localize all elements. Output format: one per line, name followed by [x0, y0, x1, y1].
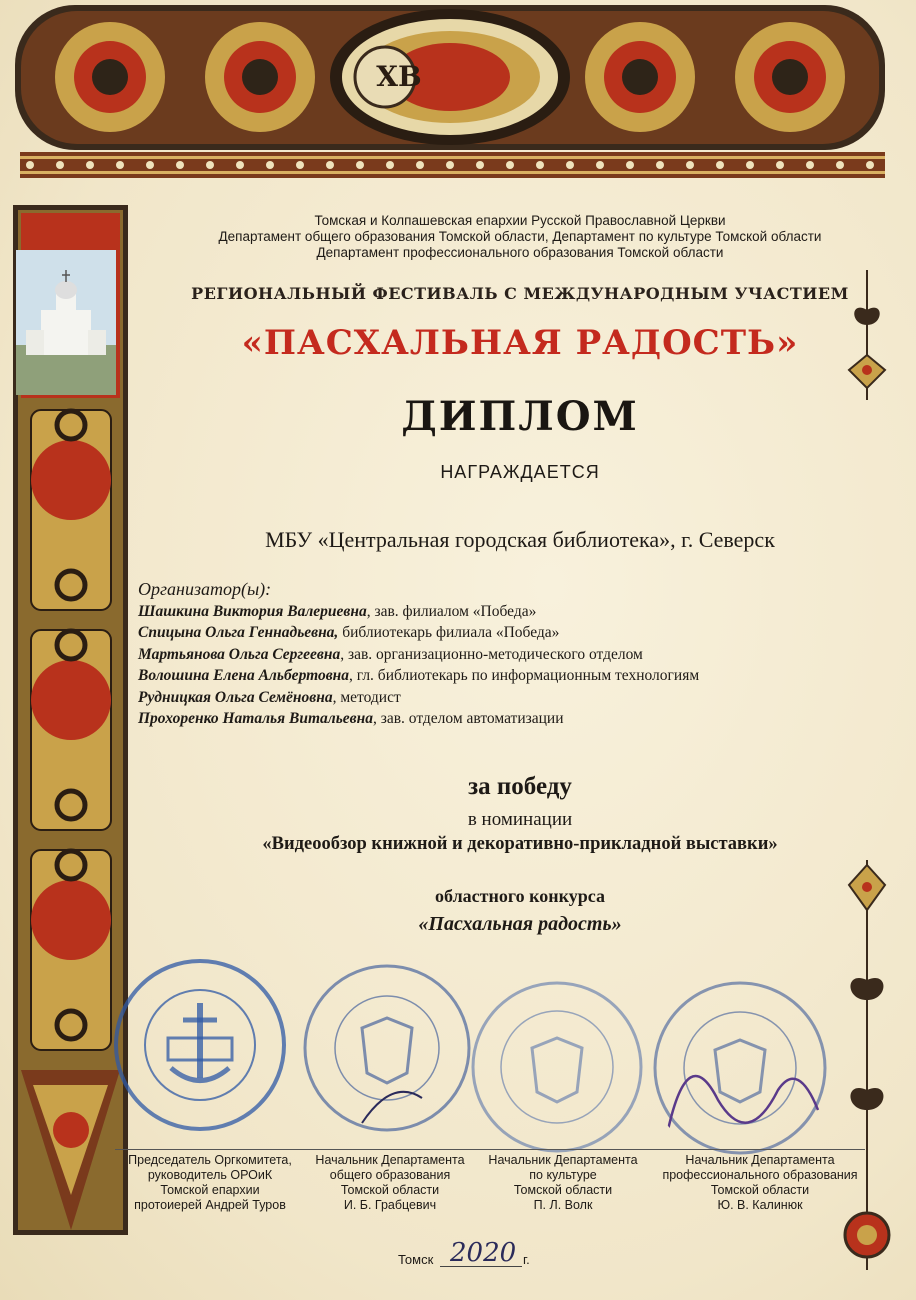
- organizer-name: Прохоренко Наталья Витальевна: [138, 710, 373, 727]
- organizer-role: библиотекарь филиала «Победа»: [338, 624, 560, 641]
- issuer-line: Департамент общего образования Томской области, Департамент по культуре Томской области: [218, 229, 822, 244]
- awarded-label: НАГРАЖДАЕТСЯ: [440, 462, 600, 482]
- organizer-item: [138, 687, 858, 709]
- organizer-name: Рудницкая Ольга Семёновна: [138, 688, 333, 706]
- signature-block: [468, 1153, 658, 1213]
- organizer-item: [138, 622, 858, 644]
- organizer-name: Спицына Ольга Геннадьевна,: [138, 624, 339, 641]
- stamp-professional-education-department: [648, 980, 833, 1160]
- organizer-role: , методист: [332, 688, 401, 706]
- issuer-line: Томская и Колпашевская епархии Русской Православной Церкви: [314, 213, 726, 228]
- stamp-education-department: [302, 958, 472, 1138]
- signature-line-text: Томской области: [710, 1183, 810, 1197]
- issuer-line: Департамент профессионального образования Томской области: [316, 245, 724, 260]
- monogram: ХВ: [376, 60, 422, 93]
- signature-line: [468, 1149, 658, 1150]
- signature-line-text: Начальник Департамента: [315, 1153, 465, 1167]
- organizer-item: [138, 601, 858, 623]
- stamp-culture-department: [470, 980, 645, 1155]
- signatory-name: П. Л. Волк: [533, 1198, 593, 1212]
- handwritten-year: 2020: [450, 1238, 517, 1268]
- signature-line-text: по культуре: [529, 1168, 597, 1182]
- organizer-name: Мартьянова Ольга Сергеевна: [138, 645, 341, 663]
- recipient-name: МБУ «Центральная городская библиотека», г. Северск: [265, 527, 775, 552]
- signature-line: [655, 1149, 865, 1150]
- diploma-heading: ДИПЛОМ: [401, 393, 639, 440]
- top-ornament-banner: [15, 5, 885, 150]
- festival-title: «ПАСХАЛЬНАЯ РАДОСТЬ»: [241, 323, 799, 363]
- year-suffix: г.: [523, 1252, 530, 1267]
- organizers-list: [138, 579, 858, 730]
- organizer-item: [138, 644, 858, 666]
- organizer-name: Шашкина Виктория Валериевна: [138, 602, 367, 620]
- signature-line-text: Томской епархии: [160, 1183, 260, 1197]
- year-underline: [440, 1266, 522, 1267]
- signature-line-text: Начальник Департамента: [488, 1153, 638, 1167]
- contest-name: «Пасхальная радость»: [418, 913, 622, 935]
- issuer-header: [150, 213, 890, 261]
- organizers-label: Организатор(ы):: [138, 579, 272, 599]
- signature-line-text: руководитель ОРОиК: [147, 1168, 273, 1182]
- organizer-role: , зав. филиалом «Победа»: [366, 602, 537, 620]
- signatory-name: Ю. В. Калинюк: [717, 1198, 803, 1212]
- organizer-item: [138, 665, 858, 687]
- award-reason: за победу: [468, 773, 572, 800]
- signature-block: [295, 1153, 485, 1213]
- signatory-name: И. Б. Грабцевич: [343, 1198, 437, 1212]
- contest-label: областного конкурса: [435, 886, 605, 906]
- signature-block: [655, 1153, 865, 1213]
- nomination-label: в номинации: [467, 809, 573, 830]
- organizer-role: , зав. организационно-методического отделом: [340, 645, 643, 663]
- organizer-name: Волошина Елена Альбертовна: [138, 667, 349, 684]
- organizer-role: , зав. отделом автоматизации: [372, 710, 564, 727]
- signature-line-text: Томской области: [340, 1183, 440, 1197]
- signature-line-text: профессионального образования: [662, 1168, 858, 1182]
- signature-line-text: Томской области: [513, 1183, 613, 1197]
- signature-line: [115, 1149, 305, 1150]
- signature-block: [115, 1153, 305, 1213]
- stamp-eparchy: [113, 958, 288, 1133]
- signature-line-text: Председатель Оргкомитета,: [128, 1153, 292, 1167]
- signature-line-text: общего образования: [329, 1168, 451, 1182]
- signatory-name: протоиерей Андрей Туров: [134, 1198, 286, 1212]
- signature-line: [295, 1149, 485, 1150]
- city-label: Томск: [398, 1252, 434, 1267]
- nomination-name: «Видеообзор книжной и декоративно-прикладной выставки»: [262, 834, 778, 854]
- festival-subtitle: РЕГИОНАЛЬНЫЙ ФЕСТИВАЛЬ С МЕЖДУНАРОДНЫМ УЧАСТИЕМ: [191, 284, 849, 303]
- organizer-item: [138, 708, 858, 730]
- organizer-role: , гл. библиотекарь по информационным технологиям: [349, 667, 700, 684]
- ornament-band: [20, 150, 885, 180]
- church-image: [16, 250, 116, 395]
- signature-line-text: Начальник Департамента: [685, 1153, 835, 1167]
